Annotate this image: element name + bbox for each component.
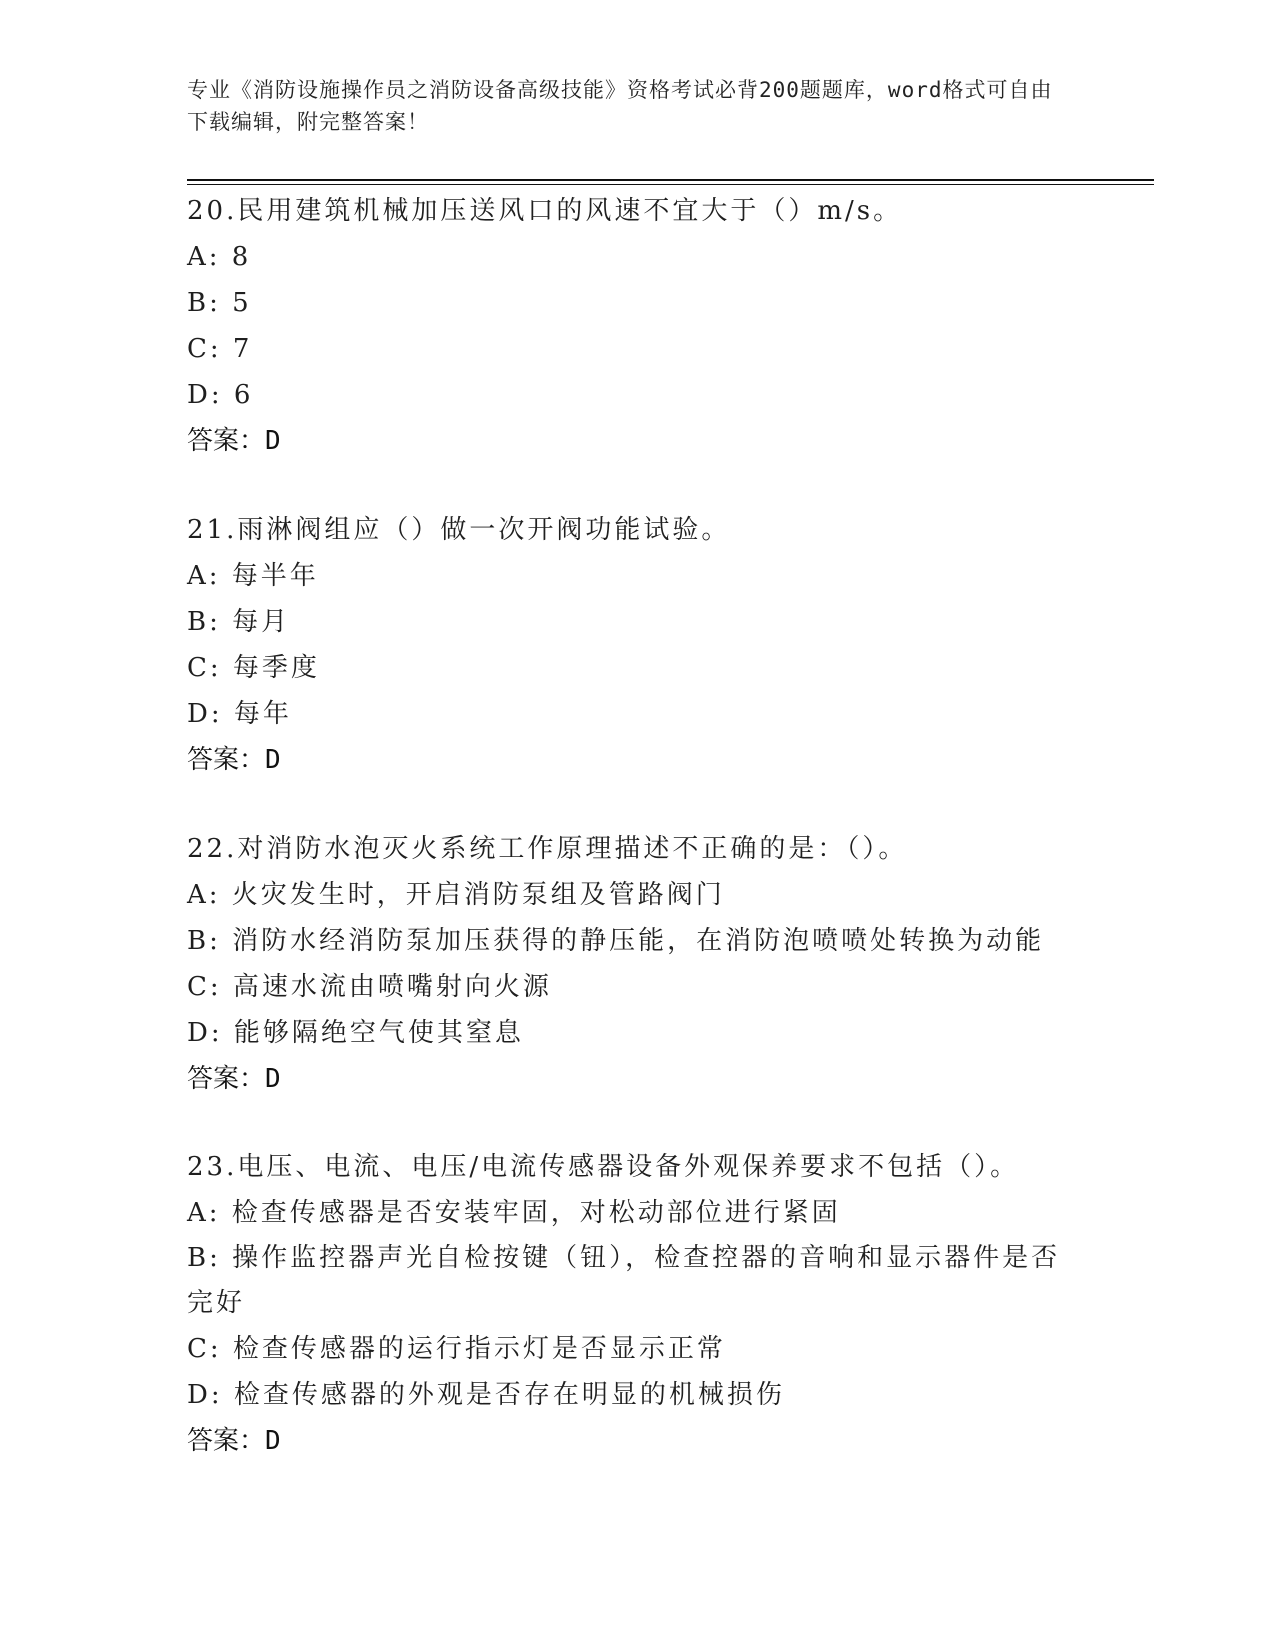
option-b: B: 操作监控器声光自检按键（钮），检查控器的音响和显示器件是否完好 <box>187 1243 1061 1318</box>
document-header: 专业《消防设施操作员之消防设备高级技能》资格考试必背200题题库，word格式可自由下载编辑，附完整答案！ <box>187 78 1053 134</box>
answer-line: 答案：D <box>187 745 281 775</box>
question-block <box>187 188 1087 464</box>
option-c: C: 每季度 <box>187 653 320 683</box>
question-stem: 21.雨淋阀组应（）做一次开阀功能试验。 <box>187 515 731 545</box>
header-divider-thick <box>187 179 1154 181</box>
answer-line: 答案：D <box>187 426 281 456</box>
option-d: D: 每年 <box>187 699 292 729</box>
option-a: A: 检查传感器是否安装牢固，对松动部位进行紧固 <box>187 1198 841 1228</box>
option-d: D: 检查传感器的外观是否存在明显的机械损伤 <box>187 1380 785 1410</box>
question-stem: 22.对消防水泡灭火系统工作原理描述不正确的是：（）。 <box>187 834 908 864</box>
option-a: A: 每半年 <box>187 561 319 591</box>
option-b: B: 消防水经消防泵加压获得的静压能，在消防泡喷喷处转换为动能 <box>187 926 1045 956</box>
option-a: A: 8 <box>187 242 252 272</box>
question-block <box>187 826 1087 1102</box>
option-b: B: 5 <box>187 288 252 318</box>
option-d: D: 6 <box>187 380 254 410</box>
option-b: B: 每月 <box>187 607 291 637</box>
question-block <box>187 507 1087 783</box>
header-divider-thin <box>187 184 1154 185</box>
option-c: C: 检查传感器的运行指示灯是否显示正常 <box>187 1334 726 1364</box>
option-d: D: 能够隔绝空气使其窒息 <box>187 1018 524 1048</box>
answer-line: 答案：D <box>187 1064 281 1094</box>
question-stem: 23.电压、电流、电压/电流传感器设备外观保养要求不包括（）。 <box>187 1152 1020 1182</box>
question-block <box>187 1144 1087 1464</box>
option-c: C: 高速水流由喷嘴射向火源 <box>187 972 552 1002</box>
answer-line: 答案：D <box>187 1426 281 1456</box>
option-c: C: 7 <box>187 334 253 364</box>
question-stem: 20.民用建筑机械加压送风口的风速不宜大于（）m/s。 <box>187 196 903 226</box>
option-a: A: 火灾发生时，开启消防泵组及管路阀门 <box>187 880 725 910</box>
